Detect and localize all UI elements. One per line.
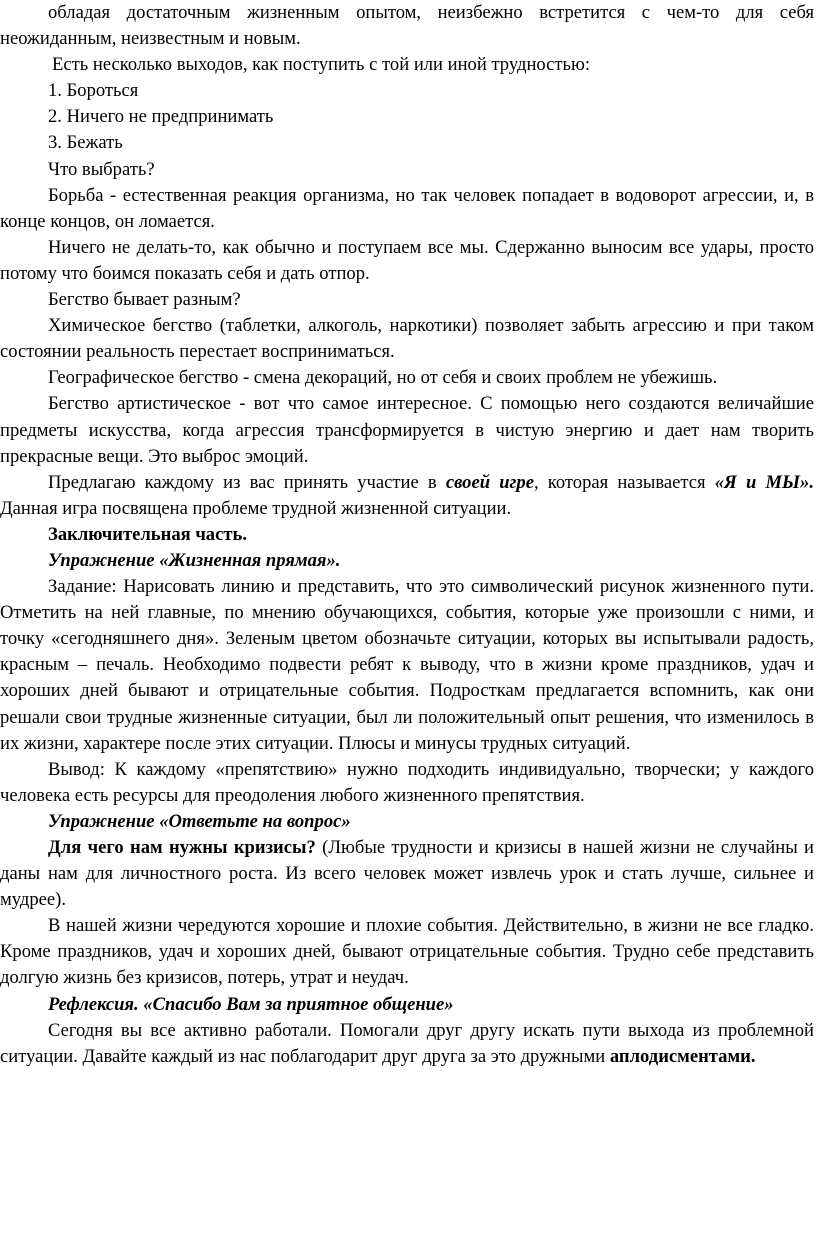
list-item: 2. Ничего не предпринимать: [48, 106, 274, 128]
paragraph-geographic-escape: Географическое бегство - смена декораций, но от себя и своих проблем не убежишь.: [48, 367, 718, 389]
exercise-heading-answer: Упражнение «Ответьте на вопрос»: [48, 810, 351, 832]
crises-question: Для чего нам нужны кризисы?: [48, 837, 316, 858]
game-title: «Я и МЫ».: [714, 471, 814, 493]
section-heading-final: Заключительная часть.: [48, 523, 247, 545]
reflection-text: Сегодня вы все активно работали. Помогали друг другу искать пути выхода из проблемной ситуации. Давайте каждый из нас поблагодарит друг друга за это дружными: [0, 1019, 814, 1067]
reflection-heading: Рефлексия. «Спасибо Вам за приятное общение»: [48, 993, 454, 1015]
paragraph-ways-intro: Есть несколько выходов, как поступить с той или иной трудностью:: [52, 54, 591, 76]
crises-answer: (Любые трудности и кризисы в нашей жизни не случайны и даны нам для личностного роста. Из всего человек может извлечь урок и стать лучше, сильнее и мудрее).: [0, 837, 814, 911]
paragraph-conclusion: Вывод: К каждому «препятствию» нужно подходить индивидуально, творчески; у каждого человека есть ресурсы для преодоления любого жизненного препятствия.: [0, 758, 814, 806]
paragraph-chemical-escape: Химическое бегство (таблетки, алкоголь, наркотики) позволяет забыть агрессию и при таком состоянии реальность перестает восприниматься.: [0, 315, 814, 363]
paragraph-intro-continuation: обладая достаточным жизненным опытом, неизбежно встретится с чем-то для себя неожиданным, неизвестным и новым.: [0, 2, 814, 50]
paragraph-task: Задание: Нарисовать линию и представить, что это символический рисунок жизненного пути. Отметить на ней главные, по мнению обучающихся, события, которые уже произошли с ними, и точку «сегодняшнего дня». Зеленым цветом обозначьте ситуации, которых вы испытывали радость, красным – печаль. Необходимо подвести ребят к выводу, что в жизни кроме праздников, удач и хороших дней бывают и отрицательные события. Подросткам предлагается вспомнить, как они решали свои трудные жизненные ситуации, был ли положительный опыт решения, что изменилось в их жизни, характере после этих ситуации. Плюсы и минусы трудных ситуаций.: [0, 576, 814, 754]
list-item: 3. Бежать: [48, 132, 123, 154]
game-invite-text-1: Предлагаю каждому из вас принять участие в: [48, 471, 446, 493]
exercise-heading-life-line: Упражнение «Жизненная прямая».: [48, 549, 341, 571]
game-invite-emphasis: своей игре: [445, 471, 534, 493]
paragraph-escape: Бегство бывает разным?: [48, 289, 241, 311]
paragraph-fight: Борьба - естественная реакция организма, но так человек попадает в водоворот агрессии, и, в конце концов, он ломается.: [0, 184, 814, 232]
game-invite-text-3: Данная игра посвящена проблеме трудной жизненной ситуации.: [0, 497, 512, 519]
paragraph-game-invite: [0, 470, 814, 522]
game-invite-text-2: , которая называется: [533, 471, 715, 493]
reflection-applause: аплодисментами.: [609, 1045, 756, 1067]
paragraph-question: Что выбрать?: [48, 158, 155, 180]
paragraph-life-events: В нашей жизни чередуются хорошие и плохие события. Действительно, в жизни не все гладко. Кроме праздников, удач и хороших дней, бывают отрицательные события. Трудно себе представить долгую жизнь без кризисов, потерь, утрат и неудач.: [0, 915, 814, 989]
paragraph-reflection: [0, 1018, 814, 1070]
paragraph-do-nothing: Ничего не делать-то, как обычно и поступаем все мы. Сдержанно выносим все удары, просто потому что боимся показать себя и дать отпор.: [0, 236, 814, 284]
paragraph-crises: [0, 835, 814, 913]
list-item: 1. Бороться: [48, 80, 139, 102]
paragraph-artistic-escape: Бегство артистическое - вот что самое интересное. С помощью него создаются величайшие предметы искусства, когда агрессия трансформируется в чистую энергию и дает нам творить прекрасные вещи. Это выброс эмоций.: [0, 393, 814, 467]
